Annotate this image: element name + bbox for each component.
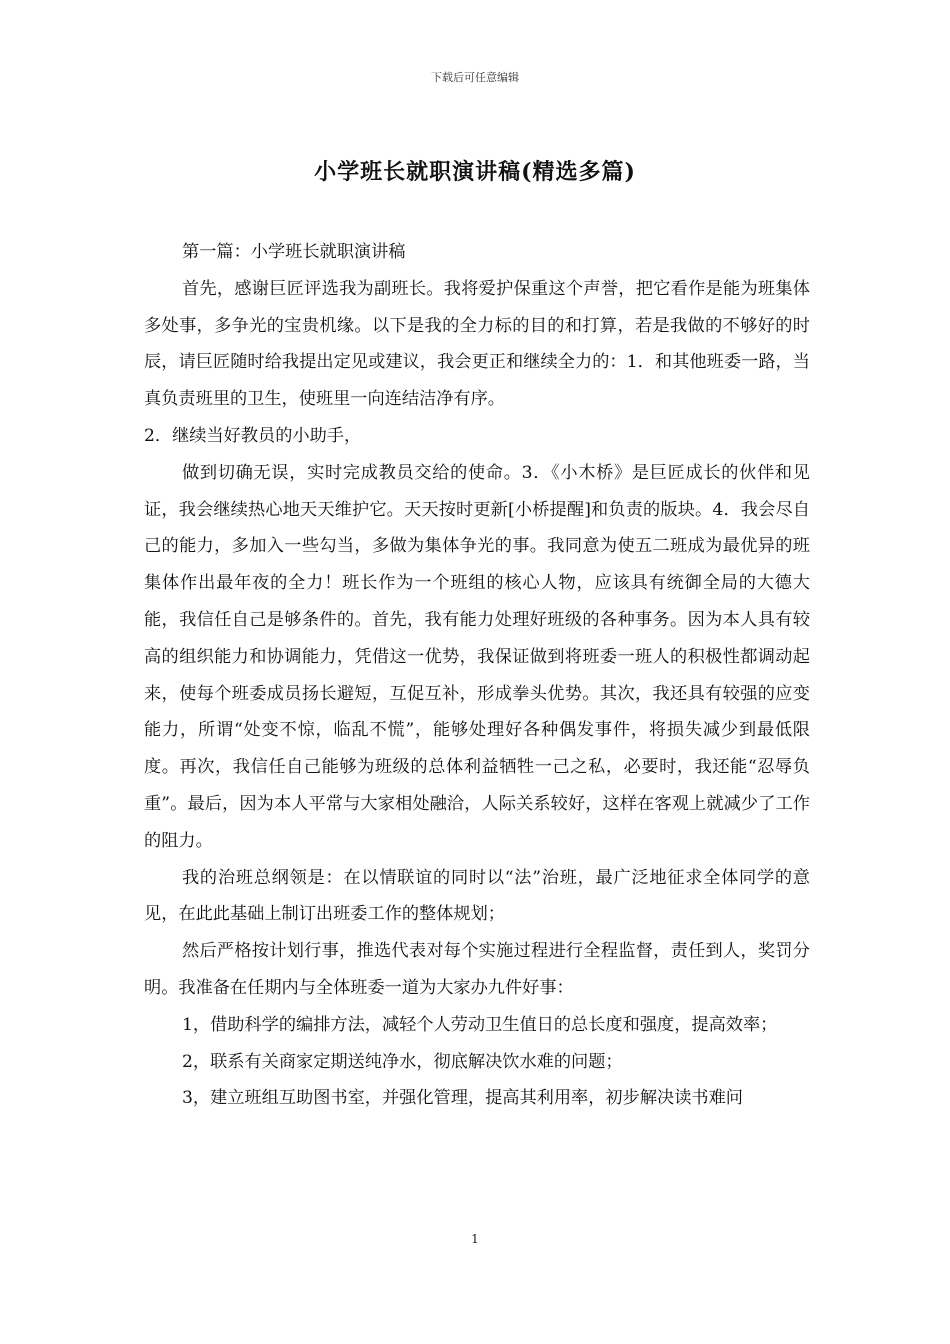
paragraph: 2．继续当好教员的小助手， xyxy=(144,425,362,446)
paragraph: 3，建立班组互助图书室，并强化管理，提高其利用率，初步解决读书难问 xyxy=(182,1088,743,1109)
paragraph: 首先，感谢巨匠评选我为副班长。我将爱护保重这个声誉，把它看作是能为班集体多处事，多争光的宝贵机缘。以下是我的全力标的目的和打算，若是我做的不够好的时辰，请巨匠随时给我提出定见或建议，我会更正和继续全力的：1．和其他班委一路，当真负责班里的卫生，使班里一向连结洁净有序。 xyxy=(144,278,810,410)
page-header: 下载后可任意编辑 xyxy=(431,71,519,84)
document-body xyxy=(144,234,810,1117)
paragraph: 1，借助科学的编排方法，减轻个人劳动卫生值日的总长度和强度，提高效率； xyxy=(182,1014,778,1035)
document-title: 小学班长就职演讲稿(精选多篇) xyxy=(314,159,636,185)
paragraph: 然后严格按计划行事，推选代表对每个实施过程进行全程监督，责任到人，奖罚分明。我准备在任期内与全体班委一道为大家办九件好事： xyxy=(144,941,810,998)
paragraph: 2，联系有关商家定期送纯净水，彻底解决饮水难的问题； xyxy=(182,1051,623,1072)
paragraph: 做到切确无误，实时完成教员交给的使命。3．《小木桥》是巨匠成长的伙伴和见证，我会继续热心地天天维护它。天天按时更新[小桥提醒]和负责的版块。4．我会尽自己的能力，多加入一些勾当，多做为集体争光的事。我同意为使五二班成为最优异的班集体作出最年夜的全力！班长作为一个班组的核心人物，应该具有统御全局的大德大能，我信任自己是够条件的。首先，我有能力处理好班级的各种事务。因为本人具有较高的组织能力和协调能力，凭借这一优势，我保证做到将班委一班人的积极性都调动起来，使每个班委成员扬长避短，互促互补，形成拳头优势。其次，我还具有较强的应变能力，所谓“处变不惊，临乱不慌”，能够处理好各种偶发事件，将损失减少到最低限度。再次，我信任自己能够为班级的总体利益牺牲一己之私，必要时，我还能“忍辱负重”。最后，因为本人平常与大家相处融洽，人际关系较好，这样在客观上就减少了工作的阻力。 xyxy=(144,462,810,851)
page-number: 1 xyxy=(471,1232,479,1246)
paragraph: 第一篇：小学班长就职演讲稿 xyxy=(182,242,406,262)
paragraph: 我的治班总纲领是：在以情联谊的同时以“法”治班，最广泛地征求全体同学的意见，在此此基础上制订出班委工作的整体规划； xyxy=(144,867,810,925)
